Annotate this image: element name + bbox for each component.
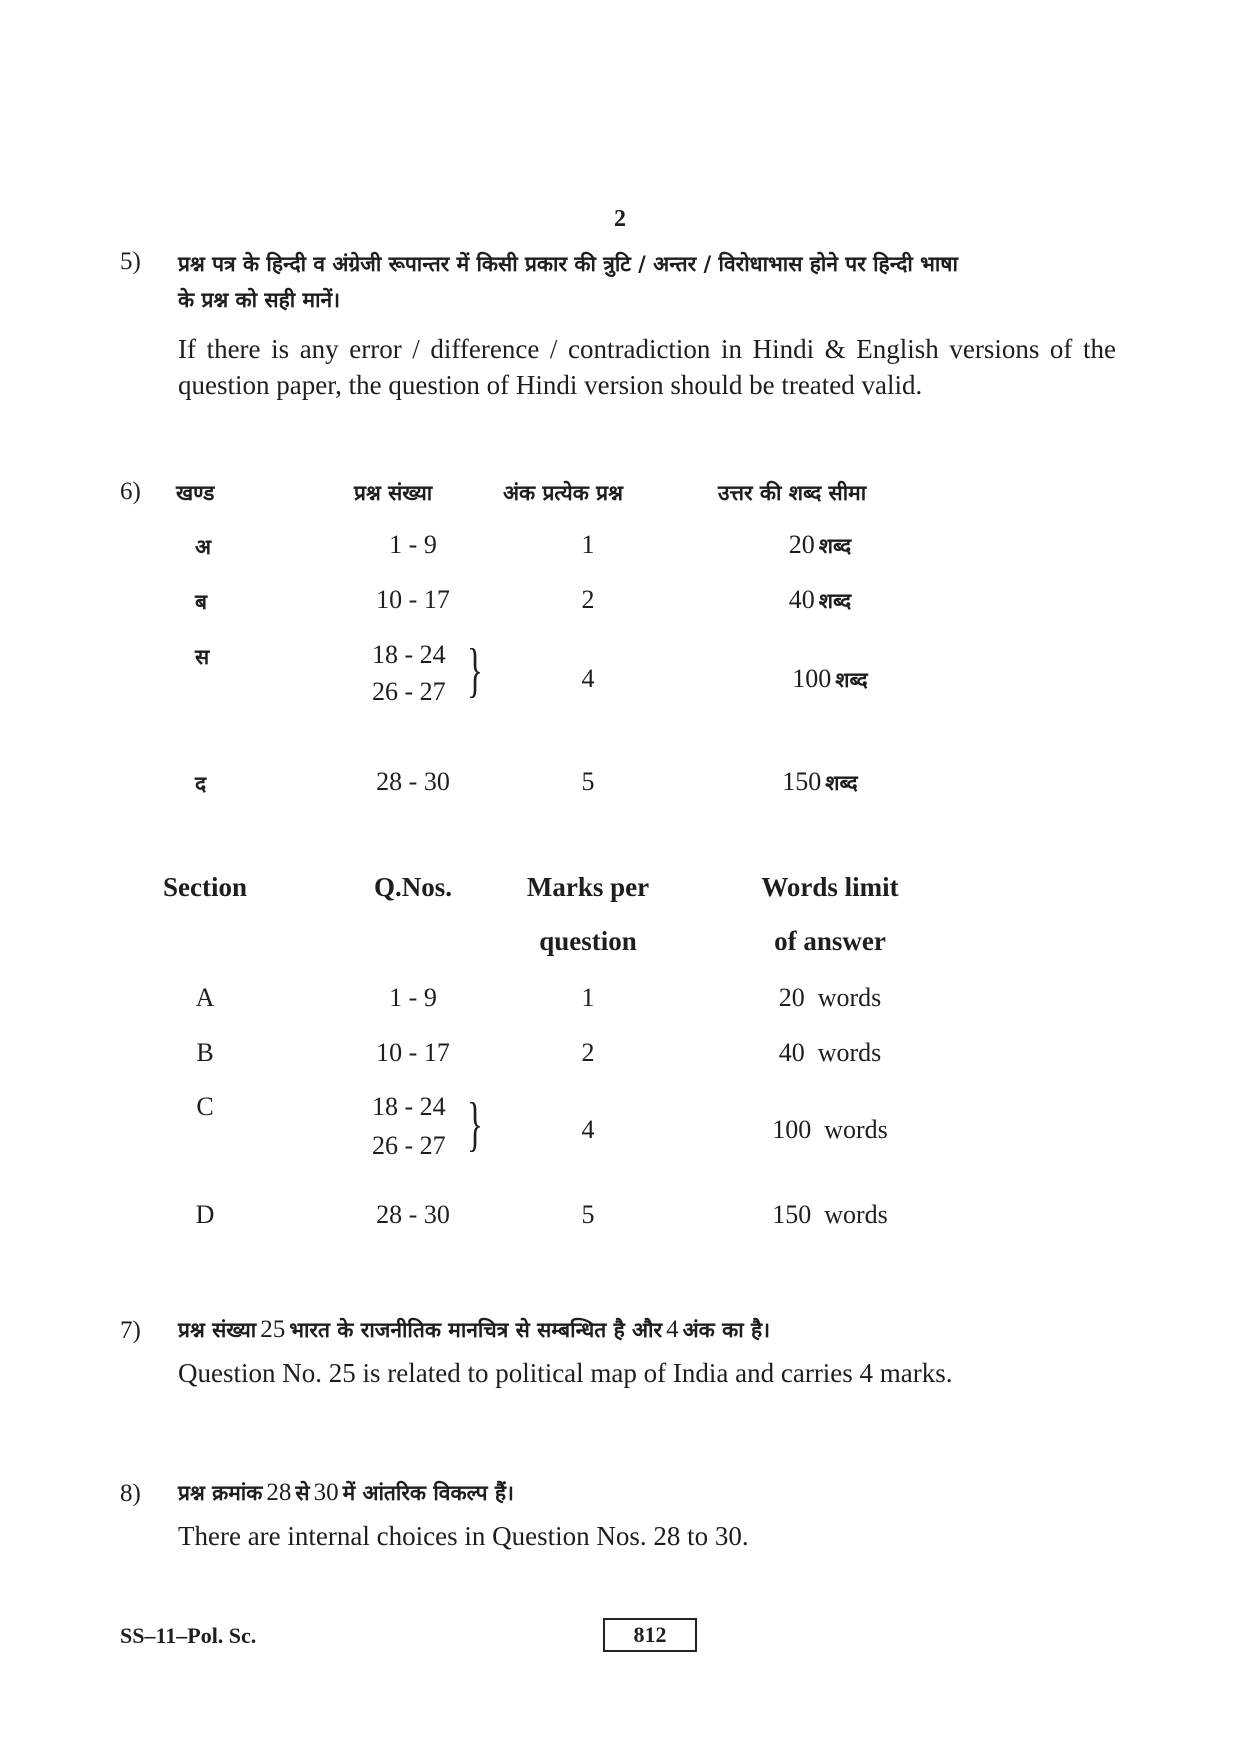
hindi-row-marks: 2: [581, 585, 595, 614]
english-row-marks: 4: [581, 1115, 595, 1144]
item-5-number: 5): [120, 248, 141, 275]
item-8-hindi-part-b: से: [295, 1481, 310, 1505]
english-header-words-line1: Words limit: [761, 872, 899, 902]
page-number: 2: [614, 206, 626, 232]
english-header-marks-line2: question: [539, 926, 637, 956]
item-6-number: 6): [120, 478, 141, 505]
item-7-english: Question No. 25 is related to political map of India and carries 4 marks.: [178, 1358, 953, 1388]
hindi-header-words: उत्तर की शब्द सीमा: [718, 481, 867, 505]
item-7-hindi-part-c: अंक का है।: [682, 1318, 771, 1342]
english-header-section: Section: [163, 872, 247, 902]
english-row-section: A: [195, 983, 215, 1012]
english-row-qnos: 1 - 9: [389, 983, 437, 1012]
hindi-row-words: [700, 585, 940, 615]
item-7-hindi-number-1: 25: [260, 1316, 286, 1343]
english-row-qnos: 10 - 17: [376, 1038, 450, 1067]
english-header-words-line2: of answer: [774, 926, 886, 956]
hindi-row-words-unit: शब्द: [818, 589, 852, 613]
item-8-english: There are internal choices in Question Nos. 28 to 30.: [178, 1521, 749, 1551]
right-brace-icon: }: [467, 1091, 483, 1157]
hindi-row-qnos: 1 - 9: [389, 530, 437, 559]
hindi-row-words-unit: शब्द: [818, 534, 852, 558]
hindi-row-words: [700, 767, 940, 797]
hindi-row-qnos: 28 - 30: [376, 767, 450, 796]
english-row-section: C: [196, 1092, 214, 1121]
hindi-row-words: [700, 530, 940, 560]
hindi-row-marks: 4: [581, 664, 595, 693]
item-7-hindi-part-a: प्रश्न संख्या: [178, 1318, 257, 1342]
english-row-marks: 1: [581, 983, 595, 1012]
item-8-hindi-part-a: प्रश्न क्रमांक: [178, 1481, 263, 1505]
english-row-words: 150 words: [772, 1200, 888, 1229]
hindi-row-words: [710, 664, 950, 694]
english-row-words: 40 words: [778, 1038, 882, 1067]
item-5-hindi-line2: के प्रश्न को सही मानें।: [178, 288, 341, 312]
english-row-words: 20 words: [778, 983, 882, 1012]
hindi-row-section: अ: [195, 535, 212, 559]
item-8-hindi-number-1: 28: [266, 1479, 292, 1506]
item-8-hindi-number-2: 30: [313, 1479, 339, 1506]
hindi-header-qnos: प्रश्न संख्या: [354, 481, 433, 505]
english-row-section: B: [196, 1038, 214, 1067]
hindi-row-words-value: 100: [792, 664, 832, 693]
item-7-hindi-part-b: भारत के राजनीतिक मानचित्र से सम्बन्धित है और: [289, 1318, 663, 1342]
item-7-hindi: [178, 1316, 770, 1344]
item-7-number: 7): [120, 1317, 141, 1344]
item-8-hindi: [178, 1479, 514, 1507]
hindi-row-marks: 5: [581, 767, 595, 796]
hindi-row-words-value: 20: [788, 530, 815, 559]
english-row-marks: 2: [581, 1038, 595, 1067]
english-header-qnos: Q.Nos.: [373, 872, 452, 902]
english-row-words: 100 words: [772, 1115, 888, 1144]
hindi-row-qnos: 10 - 17: [376, 585, 450, 614]
item-5-hindi-line1: प्रश्न पत्र के हिन्दी व अंग्रेजी रूपान्तर में किसी प्रकार की त्रुटि / अन्तर / विरोधाभास होने पर हिन्दी भाषा: [178, 252, 958, 276]
english-header-marks-line1: Marks per: [526, 872, 650, 902]
hindi-row-marks: 1: [581, 530, 595, 559]
english-row-section: D: [195, 1200, 215, 1229]
hindi-row-section: द: [195, 772, 207, 796]
hindi-row-words-unit: शब्द: [825, 771, 858, 795]
english-row-qnos: 26 - 27: [372, 1131, 446, 1160]
page-code-box: 812: [603, 1618, 697, 1652]
english-row-qnos: 28 - 30: [376, 1200, 450, 1229]
hindi-row-qnos: 18 - 24: [372, 640, 446, 669]
hindi-header-marks: अंक प्रत्येक प्रश्न: [503, 481, 623, 505]
hindi-row-words-value: 40: [788, 585, 815, 614]
hindi-row-words-unit: शब्द: [835, 668, 868, 692]
hindi-header-section: खण्ड: [176, 481, 215, 505]
item-5-english: If there is any error / difference / contradiction in Hindi & English versions of the question paper, the question of Hindi version should be treated valid.: [178, 334, 1116, 400]
hindi-row-words-value: 150: [782, 767, 822, 796]
hindi-row-section: स: [195, 645, 210, 669]
hindi-row-section: ब: [195, 590, 207, 614]
item-8-hindi-part-c: में आंतरिक विकल्प हैं।: [342, 1481, 514, 1505]
right-brace-icon: }: [467, 637, 483, 703]
item-7-hindi-number-2: 4: [666, 1316, 679, 1343]
english-row-qnos: 18 - 24: [372, 1092, 446, 1121]
hindi-row-qnos: 26 - 27: [372, 677, 446, 706]
paper-code: SS–11–Pol. Sc.: [120, 1623, 257, 1648]
item-8-number: 8): [120, 1480, 141, 1507]
english-row-marks: 5: [581, 1200, 595, 1229]
